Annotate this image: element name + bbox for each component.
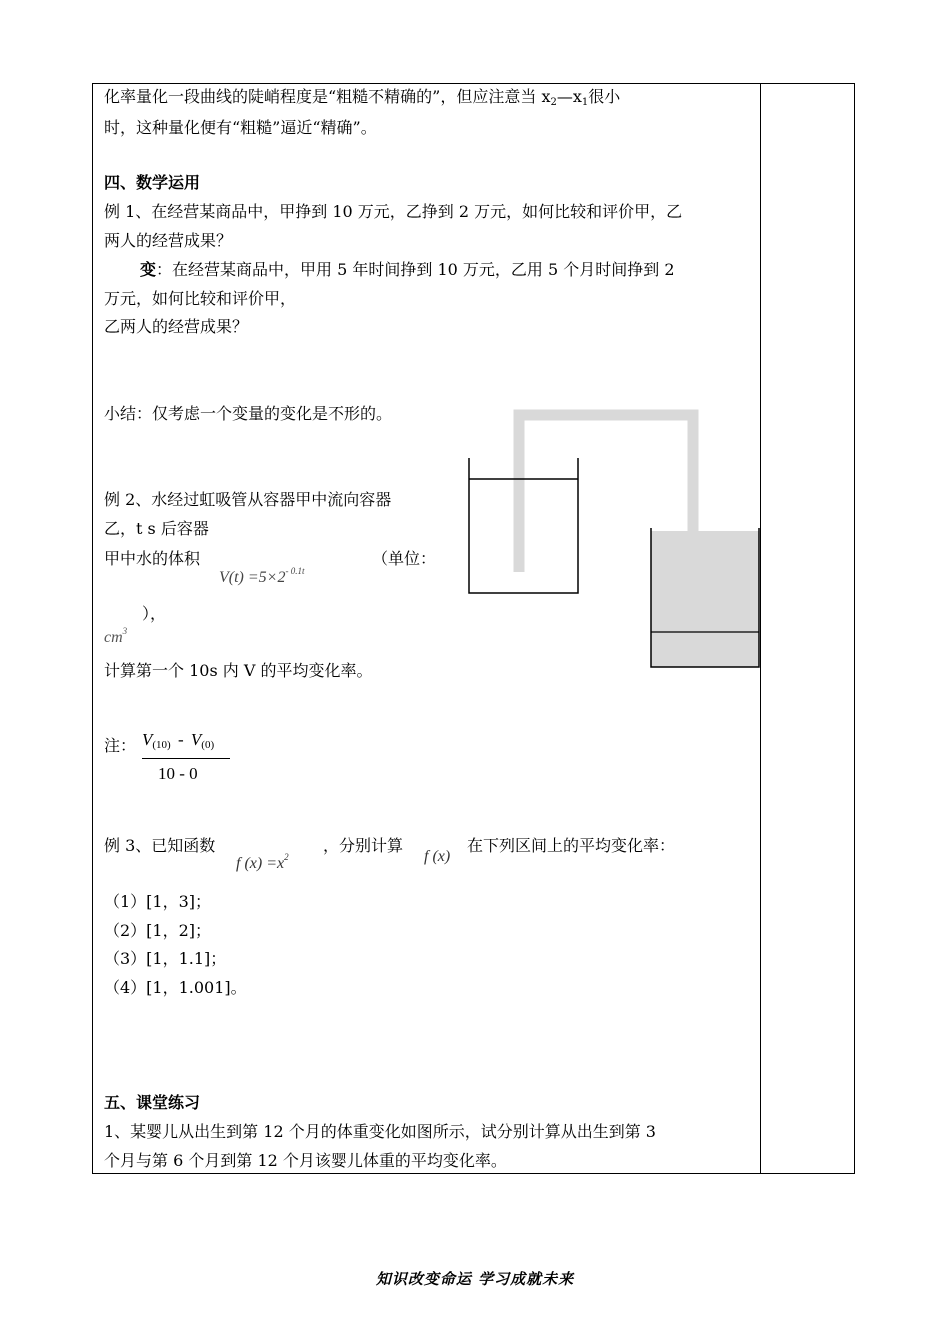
interval-2: （2）[1，2]；: [104, 921, 212, 940]
variation-line-b: 万元，如何比较和评价甲，: [104, 289, 297, 308]
note-label: 注：: [104, 736, 137, 755]
interval-1: （1）[1，3]；: [104, 892, 212, 911]
example-3-end: 在下列区间上的平均变化率：: [467, 836, 676, 855]
interval-4: （4）[1，1.001]。: [104, 978, 247, 997]
text-line-1: 化率量化一段曲线的陡峭程度是“粗糙不精确的”，但应注意当 $x_2—x_1$很小: [104, 87, 621, 108]
siphon-diagram: [460, 400, 760, 670]
example-2-line-b: 乙，t s 后容器: [104, 519, 209, 538]
unit-close: ），: [142, 604, 167, 623]
variation-line-c: 乙两人的经营成果？: [104, 317, 249, 336]
fraction-bar: [142, 758, 230, 759]
container-b-water: [651, 531, 759, 667]
unit-cm3: $cm^3$: [104, 626, 128, 646]
example-2-line-c: 甲中水的体积: [104, 549, 201, 568]
fraction-denominator: 10 - 0: [158, 764, 198, 783]
function-symbol: f (x): [424, 848, 451, 865]
text-line-2: 时，这种量化便有“粗糙”逼近“精确”。: [104, 118, 377, 137]
section-heading-5: 五、课堂练习: [104, 1093, 201, 1112]
exercise-1-line-b: 个月与第 6 个月到第 12 个月该婴儿体重的平均变化率。: [104, 1151, 507, 1170]
example-2-task: 计算第一个 10s 内 V 的平均变化率。: [104, 661, 373, 680]
summary-text: 小结：仅考虑一个变量的变化是不形的。: [104, 404, 393, 423]
function-definition: f $(x) =x^2$: [236, 852, 289, 872]
table-column-divider: [760, 83, 761, 1174]
note-fraction: [142, 730, 232, 790]
variation-line-a: 变：在经营某商品中，甲用 5 年时间挣到 10 万元，乙用 5 个月时间挣到 2: [140, 260, 675, 279]
page-footer: 知识改变命运 学习成就未来: [375, 1270, 575, 1288]
volume-formula: $V(t) =5\times 2^{- 0.1t}$: [219, 566, 305, 586]
example-3-lead: 例 3、已知函数: [104, 836, 216, 855]
example-1-line-b: 两人的经营成果？: [104, 231, 233, 250]
unit-open: （单位：: [372, 549, 437, 568]
exercise-1-line-a: 1、某婴儿从出生到第 12 个月的体重变化如图所示，试分别计算从出生到第 3: [104, 1122, 656, 1141]
section-heading-4: 四、数学运用: [104, 173, 201, 192]
fraction-numerator: $V_{(10)} - V_{(0)}$: [142, 730, 215, 751]
example-1-line-a: 例 1、在经营某商品中，甲挣到 10 万元，乙挣到 2 万元，如何比较和评价甲，乙: [104, 202, 683, 221]
interval-3: （3）[1，1.1]；: [104, 949, 227, 968]
example-2-line-a: 例 2、水经过虹吸管从容器甲中流向容器: [104, 490, 392, 509]
example-3-mid: ，分别计算: [323, 836, 404, 855]
